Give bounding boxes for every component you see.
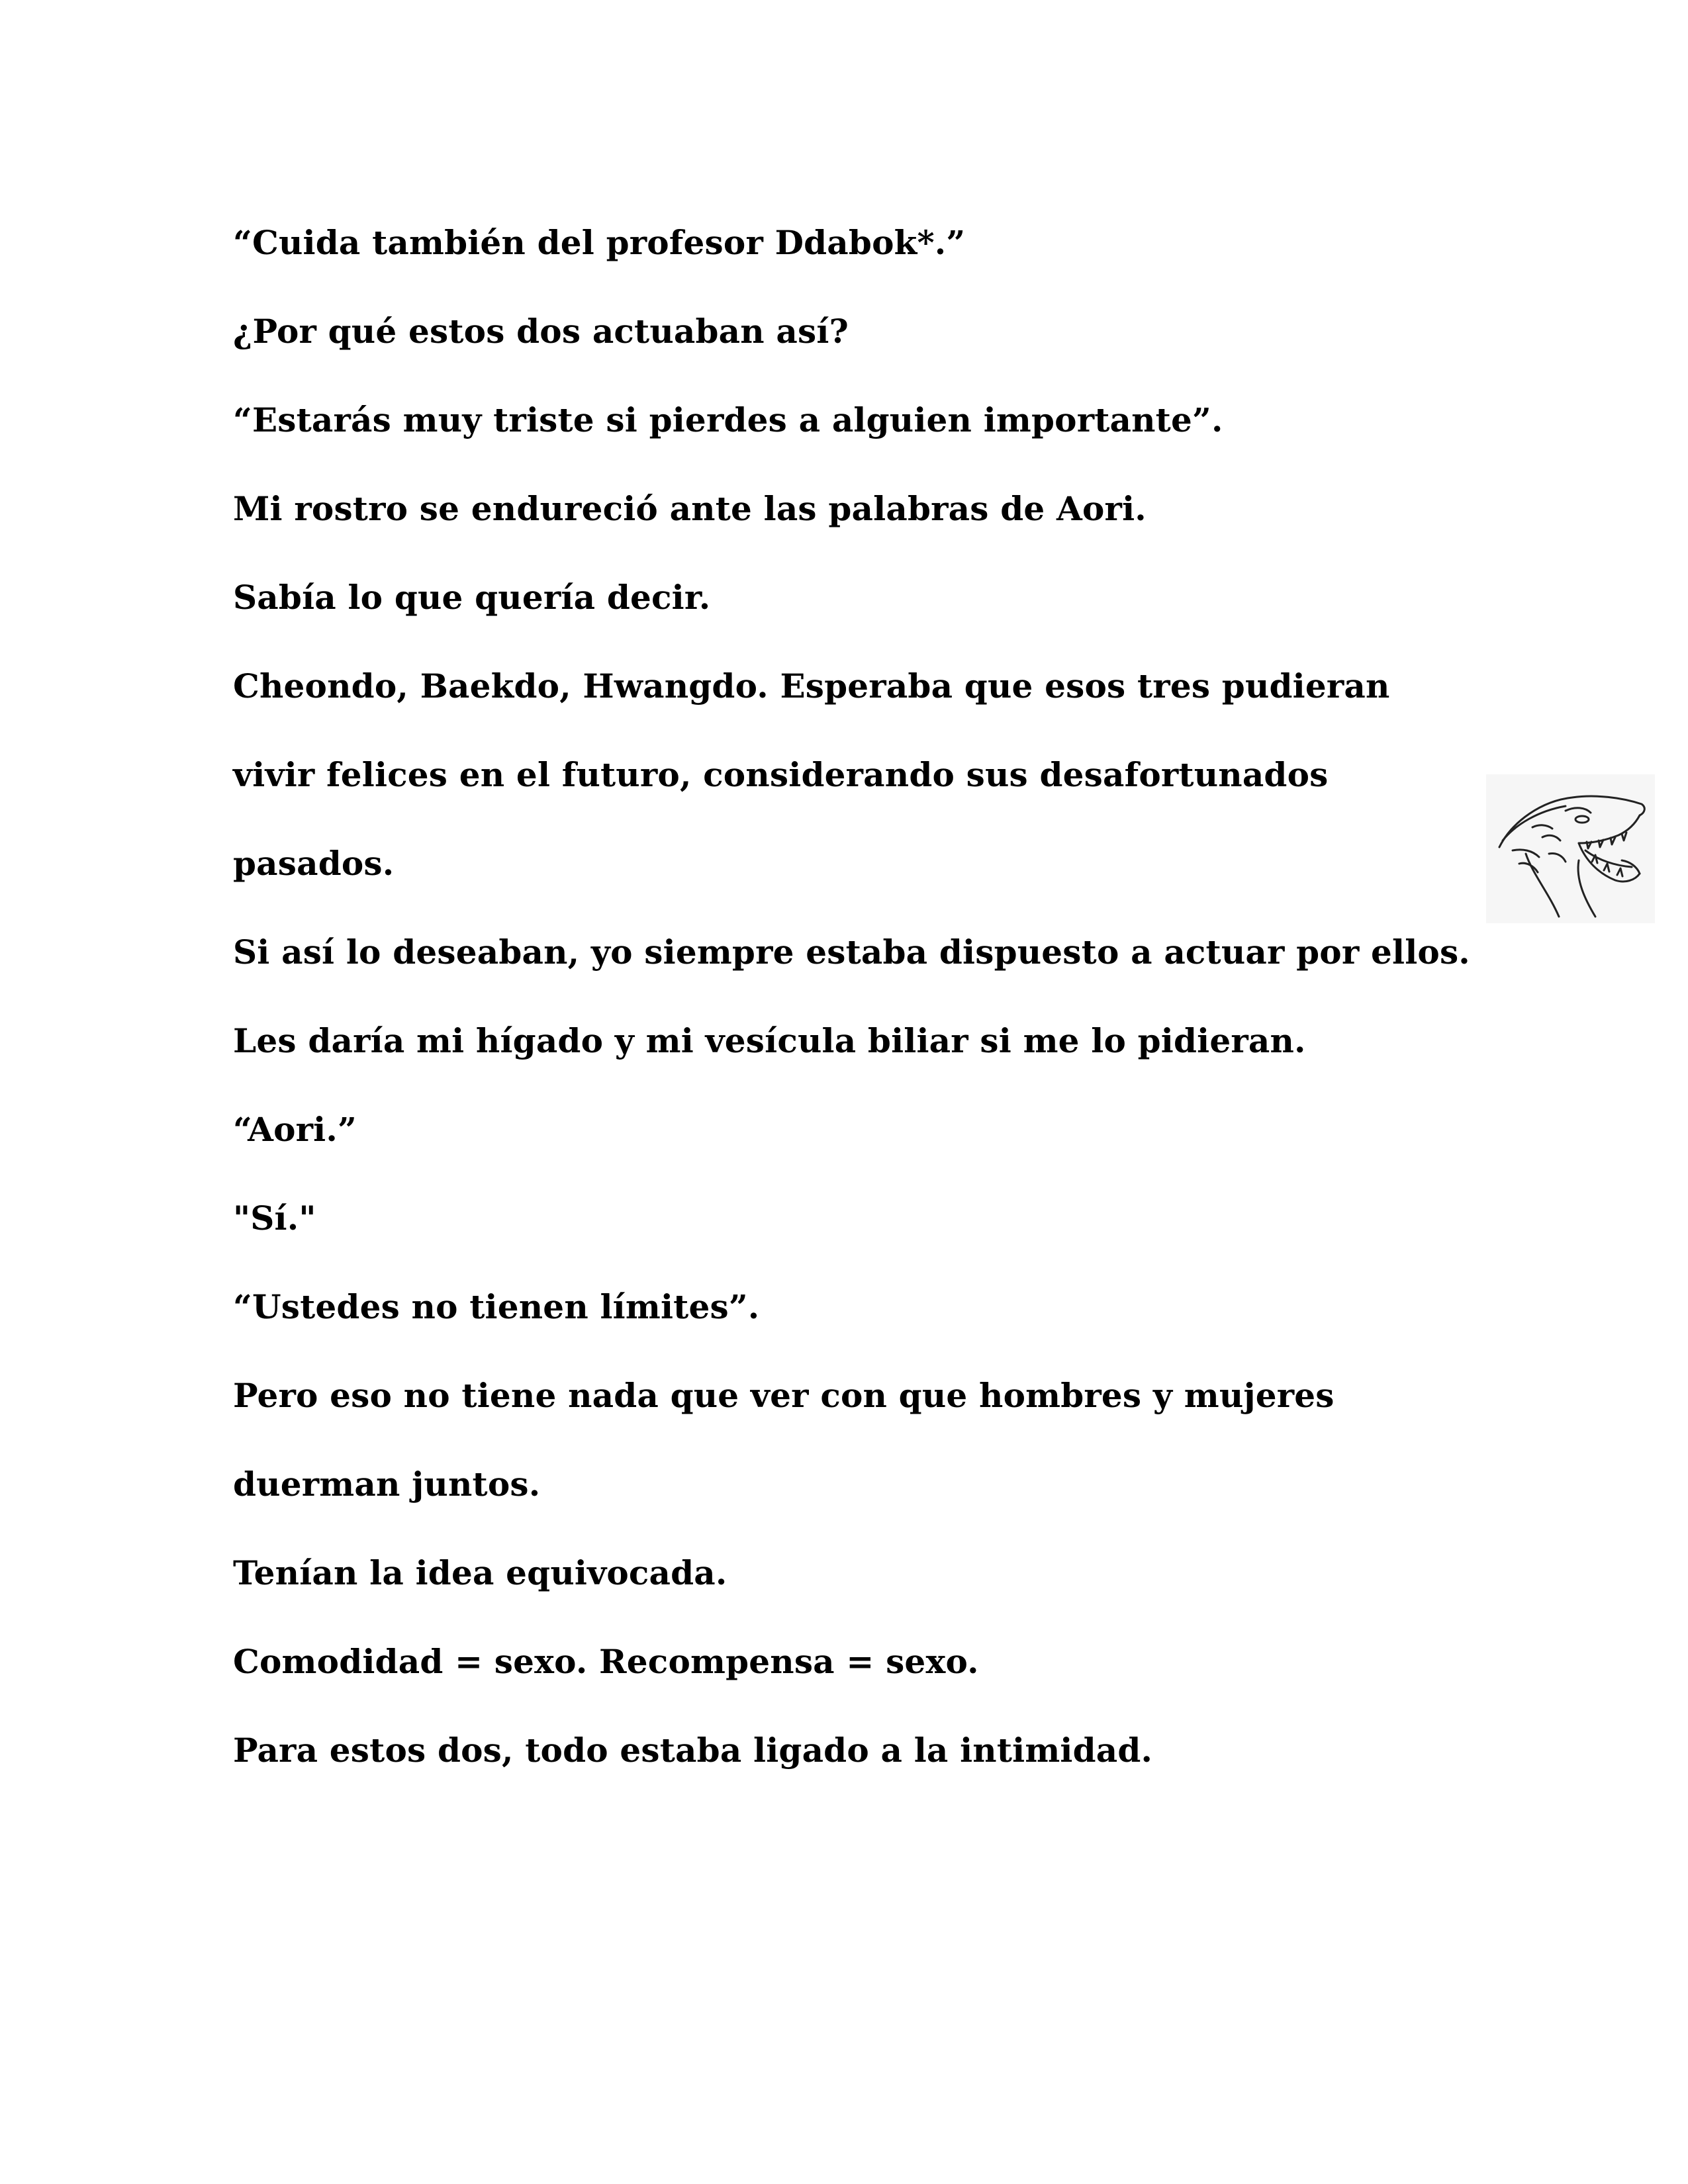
paragraph: ¿Por qué estos dos actuaban así? — [233, 312, 849, 351]
paragraph: Pero eso no tiene nada que ver con que hombres y mujeres duerman juntos. — [233, 1376, 1335, 1504]
paragraph: Cheondo, Baekdo, Hwangdo. Esperaba que esos tres pudieran vivir felices en el futuro, considerando sus desafortunados pasados. — [233, 666, 1390, 883]
paragraph: Tenían la idea equivocada. — [233, 1553, 727, 1592]
document-body — [233, 199, 1477, 1795]
paragraph: “Estarás muy triste si pierdes a alguien importante”. — [233, 400, 1223, 439]
paragraph: “Cuida también del profesor Ddabok*.” — [233, 223, 966, 262]
paragraph: "Sí." — [233, 1199, 316, 1238]
dinosaur-head-sketch-icon — [1486, 774, 1655, 923]
paragraph: Sabía lo que quería decir. — [233, 578, 711, 617]
paragraph: Les daría mi hígado y mi vesícula biliar si me lo pidieran. — [233, 1021, 1306, 1060]
paragraph: Comodidad = sexo. Recompensa = sexo. — [233, 1642, 979, 1681]
paragraph: Para estos dos, todo estaba ligado a la intimidad. — [233, 1731, 1153, 1770]
paragraph: “Aori.” — [233, 1110, 357, 1149]
paragraph: Si así lo deseaban, yo siempre estaba dispuesto a actuar por ellos. — [233, 933, 1470, 972]
paragraph: Mi rostro se endureció ante las palabras de Aori. — [233, 489, 1147, 528]
paragraph: “Ustedes no tienen límites”. — [233, 1287, 760, 1326]
